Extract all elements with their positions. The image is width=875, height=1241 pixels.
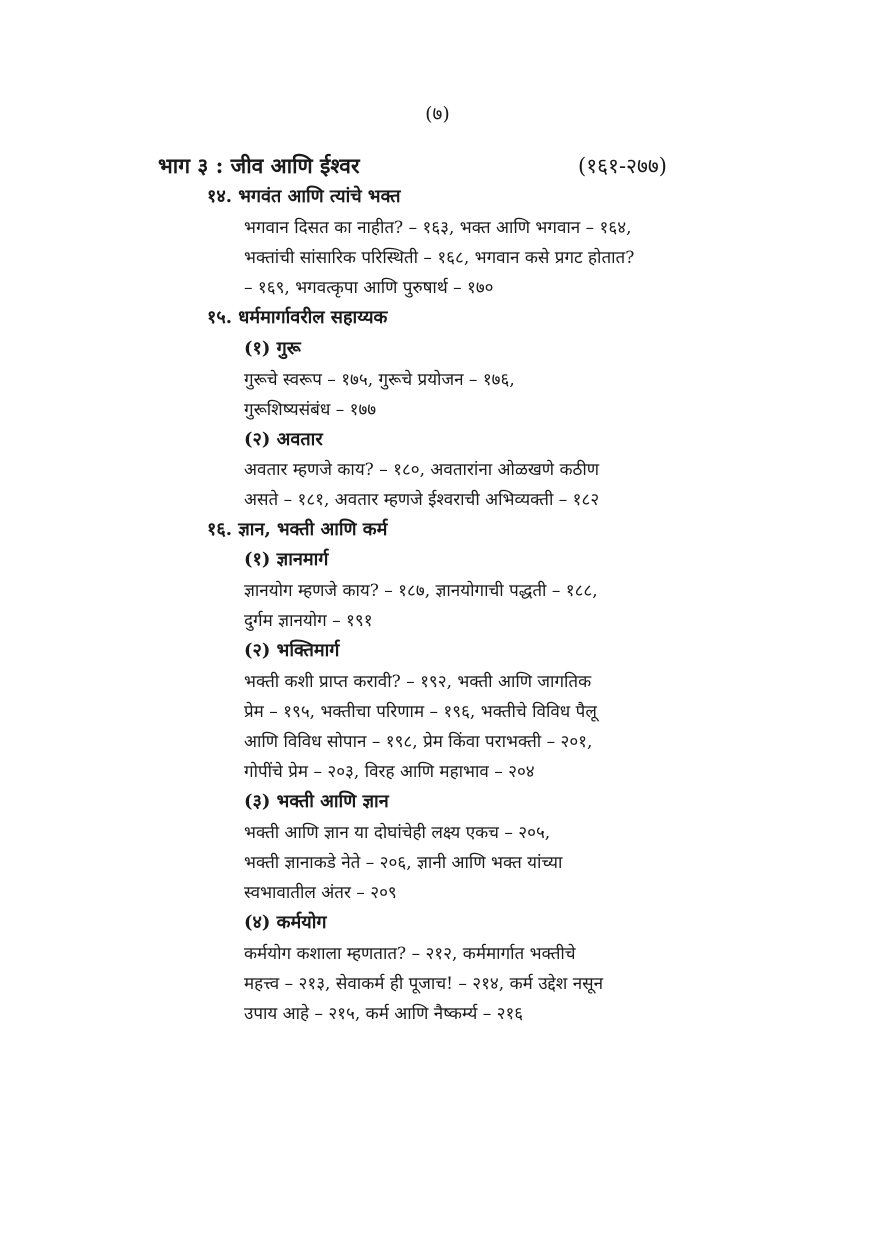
chapter-16-section-2-line-3: आणि विविध सोपान – १९८, प्रेम किंवा पराभक्ती – २०१, bbox=[244, 732, 593, 752]
chapter-16-section-3-line-3: स्वभावातील अंतर – २०९ bbox=[244, 883, 397, 903]
chapter-16-title: १६. ज्ञान, भक्ती आणि कर्म bbox=[207, 519, 388, 540]
chapter-15-section-2-line-1: अवतार म्हणजे काय? – १८०, अवतारांना ओळखणे कठीण bbox=[244, 460, 600, 480]
chapter-16-section-2-line-2: प्रेम – १९५, भक्तीचा परिणाम – १९६, भक्तीचे विविध पैलू bbox=[244, 702, 597, 722]
chapter-15-section-1-line-2: गुरूशिष्यसंबंध – १७७ bbox=[244, 400, 377, 420]
chapter-14-title: १४. भगवंत आणि त्यांचे भक्त bbox=[207, 186, 401, 207]
page-number: (७) bbox=[425, 103, 450, 125]
chapter-16-section-2-line-1: भक्ती कशी प्राप्त करावी? – १९२, भक्ती आणि जागतिक bbox=[244, 672, 592, 692]
part-heading: भाग ३ : जीव आणि ईश्वर bbox=[158, 153, 360, 178]
chapter-16-section-3-title: (३) भक्ती आणि ज्ञान bbox=[244, 791, 389, 812]
chapter-14-line-3: – १६९, भगवत्कृपा आणि पुरुषार्थ – १७० bbox=[244, 278, 494, 298]
chapter-15-section-2-title: (२) अवतार bbox=[244, 429, 323, 450]
chapter-14-line-1: भगवान दिसत का नाहीत? – १६३, भक्त आणि भगवान – १६४, bbox=[244, 218, 632, 238]
chapter-16-section-1-line-1: ज्ञानयोग म्हणजे काय? – १८७, ज्ञानयोगाची पद्धती – १८८, bbox=[244, 581, 598, 601]
chapter-15-section-2-line-2: असते – १८१, अवतार म्हणजे ईश्वराची अभिव्यक्ती – १८२ bbox=[244, 490, 600, 510]
chapter-16-section-3-line-1: भक्ती आणि ज्ञान या दोघांचेही लक्ष्य एकच – २०५, bbox=[244, 823, 551, 843]
chapter-16-section-1-title: (१) ज्ञानमार्ग bbox=[244, 549, 329, 570]
part-page-range: (१६१-२७७) bbox=[578, 154, 668, 178]
chapter-16-section-4-title: (४) कर्मयोग bbox=[244, 912, 327, 933]
chapter-15-section-1-title: (१) गुरू bbox=[244, 338, 301, 359]
chapter-14-line-2: भक्तांची सांसारिक परिस्थिती – १६८, भगवान कसे प्रगट होतात? bbox=[244, 248, 635, 268]
chapter-16-section-1-line-2: दुर्गम ज्ञानयोग – १९१ bbox=[244, 611, 373, 631]
chapter-16-section-2-line-4: गोपींचे प्रेम – २०३, विरह आणि महाभाव – २०४ bbox=[244, 762, 535, 782]
chapter-16-section-4-line-3: उपाय आहे – २१५, कर्म आणि नैष्कर्म्य – २१६ bbox=[244, 1004, 524, 1024]
chapter-16-section-3-line-2: भक्ती ज्ञानाकडे नेते – २०६, ज्ञानी आणि भक्त यांच्या bbox=[244, 853, 563, 873]
chapter-16-section-4-line-2: महत्त्व – २१३, सेवाकर्म ही पूजाच! – २१४, कर्म उद्देश नसून bbox=[244, 974, 604, 994]
chapter-15-section-1-line-1: गुरूचे स्वरूप – १७५, गुरूचे प्रयोजन – १७६, bbox=[244, 370, 515, 390]
chapter-16-section-4-line-1: कर्मयोग कशाला म्हणतात? – २१२, कर्ममार्गात भक्तीचे bbox=[244, 944, 576, 964]
chapter-16-section-2-title: (२) भक्तिमार्ग bbox=[244, 640, 340, 661]
chapter-15-title: १५. धर्ममार्गावरील सहाय्यक bbox=[207, 307, 388, 328]
